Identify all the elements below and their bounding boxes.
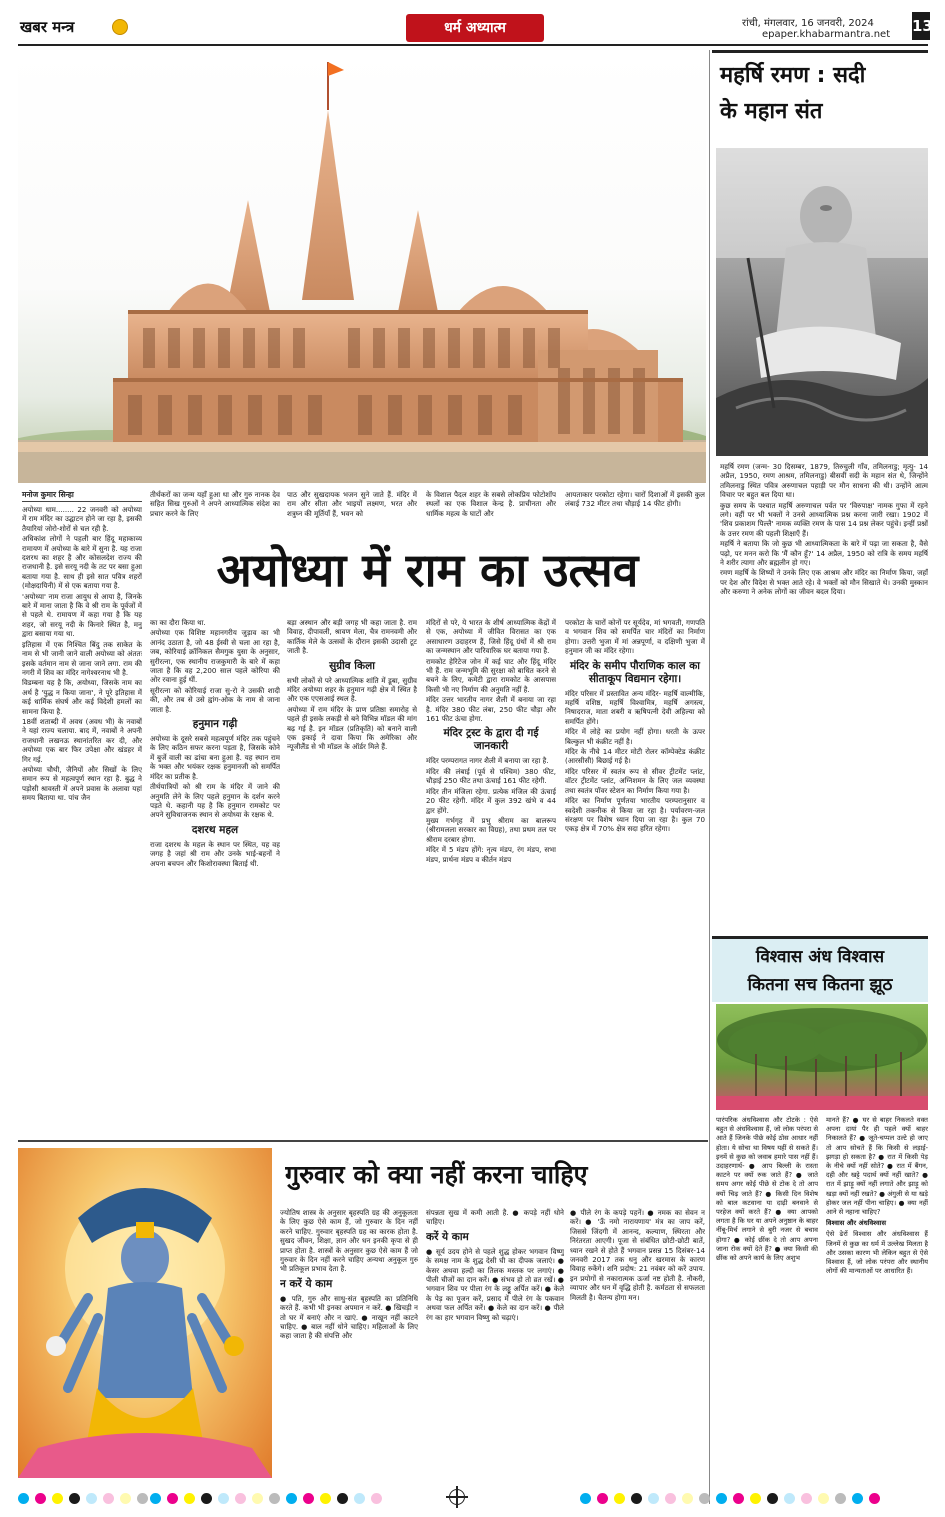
registration-dot [286,1493,297,1504]
ramana-body [720,462,928,892]
page-number-text: 13 [912,17,933,35]
color-bar-right [580,1490,886,1506]
story-para: अयोध्या धाम........ 22 जनवरी को अयोध्या में राम मंदिर का उद्घाटन होने जा रहा है, इसकी तैयारियां जोरो-शोरों से चल रही है. [22,505,142,533]
banyan-illustration [716,1004,928,1110]
brand-logo-icon [112,19,128,35]
story-col3-top: पाठ और सुखदायक भजन सुने जाते हैं. मंदिर में राम और सीता और भाइयों लक्ष्मण, भरत और शत्रुघ्न की मूर्तियाँ हैं, भवन को [287,490,417,518]
registration-dot [269,1493,280,1504]
story-para: 18वीं शताब्दी में अवध (अवध भी) के नवाबों ने यहां राज्य चलाया. बाद में, नवाबों ने अपनी राजधानी लखनऊ स्थानांतरित कर दी, और अयोध्या एक बार फिर उपेक्षा और खंडहर में गिर गई. [22,716,142,764]
thursday-para: ज्योतिष शास्त्र के अनुसार बृहस्पति ग्रह की अनुकूलता के लिए कुछ ऐसे काम हैं, जो गुरुवार के दिन नहीं करने चाहिए. गुरुवार बृहस्पति ग्रह का कारक होता है. सुखद जीवन, शिक्षा, ज्ञान और धन इनकी कृपा से ही प्राप्त होता है. शास्त्रों के अनुसार कुछ ऐसे काम हैं जो गुरुवार के दिन नहीं करने चाहिए अन्यथा अनुकूल गुरु भी प्रतिकूल प्रभाव देता है. [280,1208,418,1274]
registration-dot [869,1493,880,1504]
masthead: खबर मन्त्र [20,18,75,36]
story-col2-top: तीर्थंकरों का जन्म यहाँ हुआ था और गुरु नानक देव सहित सिख गुरुओं ने अपने आध्यात्मिक संदेश का प्रचार करने के लिए [150,490,280,518]
byline-rule [22,501,142,502]
vishwas-headline-1: विश्वास अंध विश्वास [755,947,885,967]
subhead-dont: न करें ये काम [280,1277,333,1290]
registration-dot [580,1493,591,1504]
story-headline: अयोध्या में राम का उत्सव [216,543,639,597]
story-para: मंदिर की लंबाई (पूर्व से पश्चिम) 380 फीट, चौड़ाई 250 फीट तथा ऊंचाई 161 फीट रहेगी. [426,766,556,786]
ramana-headline-2: के महान संत [720,99,823,124]
story-col5-top: आयताकार परकोटा रहेगा। चारों दिशाओं में इसकी कुल लंबाई 732 मीटर तथा चौड़ाई 14 फीट होगी। [565,490,705,509]
registration-dot [337,1493,348,1504]
story-para: अयोध्या के दूसरे सबसे महत्वपूर्ण मंदिर तक पहुंचने के लिए कठिन सफर करना पड़ता है, जिसके कोने में बुर्जे वाली का ढांचा बना हुआ है. यह स्थान राम के भक्त और भयंकर रक्षक हनुमानजी को समर्पित मंदिर का प्रतीक है. [150,734,280,781]
section-label [406,14,544,42]
story-para: मंदिर तीन मंजिला रहेगा. प्रत्येक मंजिल की ऊंचाई 20 फीट रहेगी. मंदिर में कुल 392 खंभे व 44 द्वार होंगे. [426,786,556,815]
story-col5 [565,618,705,1136]
story-para: इतिहास में एक निश्चित बिंदु तक साकेत के नाम से भी जानी जाने वाली अयोध्या को अंततः इसके वर्तमान नाम से जाना जाने लगा. राम की नगरी में शिव का मंदिर नागेश्वरनाथ भी है. [22,639,142,677]
registration-dot [371,1493,382,1504]
thursday-col1 [280,1208,418,1500]
thursday-para: संपन्नता सुख में कमी आती है. ● कपड़े नहीं धोने चाहिए। [426,1208,564,1227]
story-para: सूरीरत्ना को कोरियाई राजा सु-रो ने उसकी शादी की, और तब से उसे ह्वांग-ओक के नाम से जाना जाता है. [150,685,280,714]
ramana-para: रमण महर्षि के शिष्यों ने उनके लिए एक आश्रम और मंदिर का निर्माण किया, जहाँ पर देश और विदेश से भक्त आते रहे। वे भक्तों को मौन सिखाते थे। उनकी मुस्कान और करुणा ने अनेक लोगों का जीवन बदल दिया। [720,568,928,597]
masthead-bar [18,10,933,46]
registration-dot [252,1493,263,1504]
ramana-para: महर्षि ने बताया कि जो कुछ भी आध्यात्मिकता के बारे में पढ़ा जा सकता है, वैसे पढ़ो, पर मनन करो कि 'मैं कौन हूँ?' 14 अप्रैल, 1950 को रात्रि के समय महर्षि ने शरीर त्यागा और ब्रह्मलीन हो गए। [720,539,928,568]
subhead-do: करें ये काम [426,1230,469,1243]
registration-dot [167,1493,178,1504]
story-col2 [150,618,280,1136]
registration-dot [218,1493,229,1504]
registration-dot [835,1493,846,1504]
registration-dot [137,1493,148,1504]
vishwas-col1: पारंपरिक अंधविश्वास और टोटके : ऐसे बहुत से अंधविश्वास हैं, जो लोक परंपरा से आते हैं जिनके पीछे कोई ठोस आधार नहीं होता। ये सोचा था विषय यहीं से सकते हैं। इनमें से कुछ को जवाब हमारे पास नहीं हैं। उदाहरणार्थ- ● आप बिल्ली के रास्ता काटने पर क्यों रुक जाते हैं? ● जाते समय अगर कोई पीछे से टोक दे तो आप क्यों चिढ़ जाते हैं? ● किसी दिन विशेष को बाल कटवाना या दाढ़ी बनवाने से परहेज क्यों करते हैं? ● क्या आपको लगता है कि घर या अपने अनुष्ठान के बाहर नींबू-मिर्च लगाने से बुरी नजर से बचाव होगा? ● कोई छींक दे तो आप अपना जाना रोक क्यों देते हैं? ● क्या किसी की छींक को अपने कार्य के लिए अशुभ [716,1116,818,1263]
story-para: मंदिरों से परे, ये भारत के शीर्ष आध्यात्मिक केंद्रों में से एक, अयोध्या में जीवित विरासत का एक असाधारण उदाहरण हैं, जिसे हिंदू ग्रंथों में श्री राम का जन्मस्थान और पारिवारिक घर बताया गया है. [426,618,556,656]
registration-dot [86,1493,97,1504]
story-para: मंदिर परम्परागत नागर शैली में बनाया जा रहा है. [426,756,549,766]
byline: मनोज कुमार सिन्हा [22,490,74,499]
website: epaper.khabarmantra.net [762,29,891,40]
registration-dot [18,1493,29,1504]
ramana-headline-1: महर्षि रमण : सदी [720,63,866,88]
story-para: अयोध्या चौथी, जैनियों और सिखों के लिए समान रूप से महत्वपूर्ण स्थान रहा है. बुद्ध ने पड़ोसी श्रावस्ती में अपने प्रवास के अलावा यहां समय बिताया था. पांच जैन [22,764,142,803]
registration-dot [631,1493,642,1504]
story-para: राजा दशरथ के महल के स्थान पर स्थित, यह वह जगह है जहां श्री राम और उनके भाई-बहनों ने अपना बचपन और किशोरावस्था बिताई थी. [150,839,280,868]
vishwas-headline-2: कितना सच कितना झूठ [747,975,893,995]
story-col3 [287,618,417,1136]
dateline: रांची, मंगलवार, 16 जनवरी, 2024 [742,18,874,29]
page-number [912,12,933,40]
registration-dot [320,1493,331,1504]
registration-dot [103,1493,114,1504]
story-col4 [426,618,556,1136]
registration-dot [733,1493,744,1504]
vishwas-col2-b: ऐसे ढेरों विश्वास और अंधविश्वास हैं जिनमें से कुछ का धर्म में उल्लेख मिलता है और उसका कारण भी लेकिन बहुत से ऐसे विश्वास हैं, जो लोक परंपरा और स्थानीय लोगों की मान्यताओं पर आधारित हैं। [826,1230,928,1276]
registration-dot [35,1493,46,1504]
story-para: परकोटा के चारों कोनों पर सूर्यदेव, मां भगवती, गणपति व भगवान शिव को समर्पित चार मंदिरों का निर्माण होगा। उत्तरी भुजा में मां अन्नपूर्णा, व दक्षिणी भुजा में हनुमान जी का मंदिर रहेगा। [565,618,705,656]
color-bar-left [18,1490,154,1506]
thursday-para: ● पीले रंग के कपड़े पहनें। ● नमक का सेवन न करें। ● 'ऊँ नमो नारायणाय' मंत्र का जाप करें, जिससे जिंदगी में आनन्द, कल्याण, स्थिरता और निरंतरता आएगी। पूजा से संबंधित छोटी-छोटी बातें, ध्यान रखने से होते हैं भगवान प्रसन्न 15 दिसंबर-14 जनवरी 2017 तक धनु और खरमास के कारण विवाह रुकेंगे। शनि प्रदोष: 21 नवंबर को करें उपाय. इन प्रयोगों से नकारात्मक ऊर्जा नष्ट होती है. नौकरी, व्यापार और धन में वृद्धि होती है. कर्मठता से सफलता मिलती है। चैतन्य होगा मन। [570,1208,705,1302]
registration-dot [354,1493,365,1504]
section-label-text: धर्म अध्यात्म [444,20,506,36]
thursday-para: ● सूर्य उदय होने से पहले शुद्ध होकर भगवान विष्णु के समक्ष नाम के शुद्ध देसी घी का दीपक जलाएं। ● केसर अथवा हल्दी का तिलक मस्तक पर लगाएं। ● पीली चीजों का दान करें। ● संभव हो तो व्रत रखें। ● भगवान शिव पर पीला रंग के लड्डू अर्पित करें। ● केले के पेड़ का पूजन करें, प्रसाद में पीले रंग के पकवान अथवा फल अर्पित करें। ● केले का दान करें। ● पीले रंग का हार भगवान विष्णु को चढ़ाएं। [426,1246,564,1322]
thursday-col2 [426,1208,564,1500]
registration-dot [682,1493,693,1504]
registration-crosshair-icon [449,1489,465,1505]
registration-dot [818,1493,829,1504]
story-para: बड़ा अस्थान और बड़ी जगह भी कहा जाता है. राम विवाह, दीपावली, श्रावण मेला, चैत्र रामनवमी और कार्तिक मेले के उत्सवों के दौरान इसकी उदासी टूट जाती है. [287,618,417,656]
vishnu-illustration [18,1148,272,1478]
vishwas-col2 [826,1116,928,1504]
story-para: अयोध्या में राम मंदिर के प्राण प्रतिष्ठा समारोह से पहले ही इसके लकड़ी से बने विभिन्न मॉडल की मांग बढ़ गई है. इन मॉडल (प्रतिकृति) को बनाने वाली एक इकाई ने दावा किया कि अमेरिका और न्यूजीलैंड से भी मॉडल के ऑर्डर मिले हैं. [287,704,417,752]
subhead-dashrath: दशरथ महल [191,823,239,836]
story-para: अयोध्या एक विशिष्ट महानगरीय जुड़ाव का भी आनंद उठाता है, जो 48 ईस्वी से चला आ रहा है, जब, कोरियाई क्रॉनिकल सैमगुक युसा के अनुसार, सुरीरत्ना, एक स्थानीय राजकुमारी के बारे में कहा जाता है कि वह 2,200 साल पहले कोरिया की ओर रवाना हुई थीं. [150,628,280,685]
column-divider [709,50,710,1504]
story-para: का का दौरा किया था. [150,618,206,627]
registration-dot [665,1493,676,1504]
registration-dot [303,1493,314,1504]
color-bar-center [150,1490,388,1506]
vishnu-image [18,1148,272,1478]
vishwas-subhead: विश्वास और अंधविश्वास [826,1219,886,1228]
story-para: सभी लोकों से परे आध्यात्मिक शांति में डूबा, सुग्रीव मंदिर अयोध्या शहर के हनुमान गढ़ी क्षेत्र में स्थित है और एक एएसआई स्थल है. [287,675,417,704]
registration-dot [120,1493,131,1504]
registration-dot [784,1493,795,1504]
section-divider [18,1140,708,1142]
registration-dot [750,1493,761,1504]
ramana-headline-box [712,50,928,150]
registration-dot [801,1493,812,1504]
story-para: मुख्य गर्भगृह में प्रभु श्रीराम का बालरूप (श्रीरामलला सरकार का विग्रह), तथा प्रथम तल पर श्रीराम दरबार होगा. [426,815,556,844]
story-col1 [22,505,142,1135]
registration-dot [69,1493,80,1504]
vishwas-headline-box [712,936,928,1002]
banyan-tree-image [716,1004,928,1110]
thursday-col3 [570,1208,705,1500]
story-para: 'अयोध्या' नाम राजा आयुध से आया है, जिनके बारे में माना जाता है कि वे श्री राम के पूर्वजों में से पहले थे. रामायण में कहा गया है कि यह शहर, जो सरयू नदी के किनारे स्थित है, मनु द्वारा बसाया गया था. [22,591,142,639]
story-para: रामकोट हेरिटेज जोन में कई घाट और हिंदू मंदिर भी हैं. राम जन्मभूमि की सुरक्षा को बाधित करने से बचने के लिए, कमेटी द्वारा रामकोट के आसपास किसी भी नए निर्माण की अनुमति नहीं है. [426,656,556,694]
story-para: मंदिर में लोहे का प्रयोग नहीं होगा। धरती के ऊपर बिल्कुल भी कंक्रीट नहीं है। [565,727,705,746]
story-para: विडम्बना यह है कि, अयोध्या, जिसके नाम का अर्थ है 'युद्ध न किया जाना', ने पूरे इतिहास में कई धार्मिक संघर्ष और कई विदेशी हमलों का सामना किया है. [22,678,142,716]
registration-dot [699,1493,710,1504]
story-col4-top: के विशाल पैदल शहर के सबसे लोकप्रिय फोटोशॉप स्थलों का एक विशाल केन्द्र है. प्राचीनता और धार्मिक महत्व के घाटों और [426,490,556,518]
story-para: मंदिर के नीचे 14 मीटर मोटी रोलर कॉम्पेक्टेड कंक्रीट (आरसीसी) बिछाई गई है। [565,747,705,766]
story-para: मंदिर उत्तर भारतीय नागर शैली में बनाया जा रहा है. मंदिर 380 फीट लंबा, 250 फीट चौड़ा और 161 फीट ऊंचा होगा. [426,695,556,724]
ramana-para: महर्षि रमण (जन्म- 30 दिसम्बर, 1879, तिरुचुली गाँव, तमिलनाडु; मृत्यु- 14 अप्रैल, 1950, रमण आश्रम, तमिलनाडु) बीसवीं सदी के महान संत थे, जिन्होंने तमिलनाडु स्थित पवित्र अरुणाचल पहाड़ी पर मौन साधना की थी। उन्होंने आत्म विचार पर बहुत बल दिया था। [720,462,928,500]
registration-dot [767,1493,778,1504]
registration-dot [184,1493,195,1504]
registration-dot [614,1493,625,1504]
subhead-sugreev: सुग्रीव किला [329,659,375,672]
ramana-photo [716,148,928,456]
registration-dot [150,1493,161,1504]
story-para: तीर्थयात्रियों को श्री राम के मंदिर में जाने की अनुमति लेने के लिए पहले हनुमान के दर्शन करने पड़ते थे. कहानी यह है कि हनुमान रामकोट पर अपने सुविधाजनक स्थान से अयोध्या के रक्षक थे. [150,782,280,820]
subhead-hanuman: हनुमान गढ़ी [192,718,238,731]
registration-dot [201,1493,212,1504]
thursday-para: ● पति, गुरु और साधु-संत बृहस्पति का प्रतिनिधि करते हैं. कभी भी इनका अपमान न करें. ● खिचड़ी न तो घर में बनाएं और न खाएं. ● नाखून नहीं काटने चाहिए. ● बाल नहीं धोने चाहिए। महिलाओं के लिए कहा जाता है की संपत्ति और [280,1293,418,1341]
story-para: मंदिर का निर्माण पूर्णतया भारतीय परम्परानुसार व स्वदेशी तकनीक से किया जा रहा है। पर्यावरण-जल संरक्षण पर विशेष ध्यान दिया जा रहा है। कुल 70 एकड़ क्षेत्र में 70% क्षेत्र सदा हरित रहेगा। [565,796,705,834]
registration-dot [716,1493,727,1504]
story-para: मंदिर परिसर में स्वतंत्र रूप से सीवर ट्रीटमेंट प्लांट, वॉटर ट्रीटमेंट प्लांट, अग्निशमन के लिए जल व्यवस्था तथा स्वतंत्र पॉवर स्टेशन का निर्माण किया गया है। [565,766,705,795]
crosshair-v [456,1486,458,1508]
story-para: मंदिर में 5 मंडप होंगे: नृत्य मंडप, रंग मंडप, सभा मंडप, प्रार्थना मंडप व कीर्तन मंडप [426,845,556,864]
registration-dot [852,1493,863,1504]
registration-dot [648,1493,659,1504]
thursday-headline: गुरुवार को क्या नहीं करना चाहिए [285,1160,588,1189]
temple-illustration [18,50,706,483]
subhead-trust: मंदिर ट्रस्ट के द्वारा दी गई जानकारी [443,727,539,753]
temple-image [18,50,706,483]
ramana-figure [716,148,928,456]
story-para: मंदिर परिसर में प्रस्तावित अन्य मंदिर- महर्षि वाल्मीकि, महर्षि वशिष्ठ, महर्षि विश्वामित्र, महर्षि अगस्त्य, निषादराज, माता शबरी व ऋषिपत्नी देवी अहिल्या को समर्पित होंगे। [565,688,705,726]
registration-dot [52,1493,63,1504]
story-para: अधिकांश लोगों ने पहली बार हिंदू महाकाव्य रामायण में अयोध्या के बारे में सुना है. यह राजा दशरथ का शहर है और कोसलदेश राज्य की राजधानी है. इसे सरयू नदी के तट पर बसा हुआ बताया गया है. साथ ही इसे सात पवित्र शहरों (मोक्षदायिनी) में से एक बताया गया है. [22,534,142,591]
registration-dot [235,1493,246,1504]
subhead-pauranik: मंदिर के समीप पौराणिक काल का सीताकूप विद्यमान रहेगा। [565,660,705,686]
ramana-para: कुछ समय के पश्चात महर्षि अरुणाचल पर्वत पर 'विरुपाक्ष' नामक गुफा में रहने लगे। वहीं पर भी भक्तों ने उनसे आध्यात्मिक प्रश्न करना जारी रखा। 1902 में 'शिव प्रकाशम पिल्लै' नामक व्यक्ति रमण के पास 14 प्रश्न लेकर पहुंचे। इन्हीं प्रश्नों के उत्तर रमण की पहली शिक्षाएँ हैं। [720,500,928,538]
vishwas-col2-top: मानते हैं? ● घर से बाहर निकलते वक्त अपना दायां पैर ही पहले क्यों बाहर निकालते हैं? ● जूते-चप्पल उल्टे हो जाए तो आप सोचते हैं कि किसी से लड़ाई-झगड़ा हो सकता है? ● रात में किसी पेड़ के नीचे क्यों नहीं सोते? ● रात में बैंगन, दही और खट्टे पदार्थ क्यों नहीं खाते? ● रात में झाड़ू क्यों नहीं लगाते और झाड़ू को खड़ा क्यों नहीं रखते? ● अंगुली से या खड़े होकर जल नहीं पीना चाहिए। ● क्या नहीं आने से नहाना चाहिए? [826,1116,928,1217]
registration-dot [597,1493,608,1504]
